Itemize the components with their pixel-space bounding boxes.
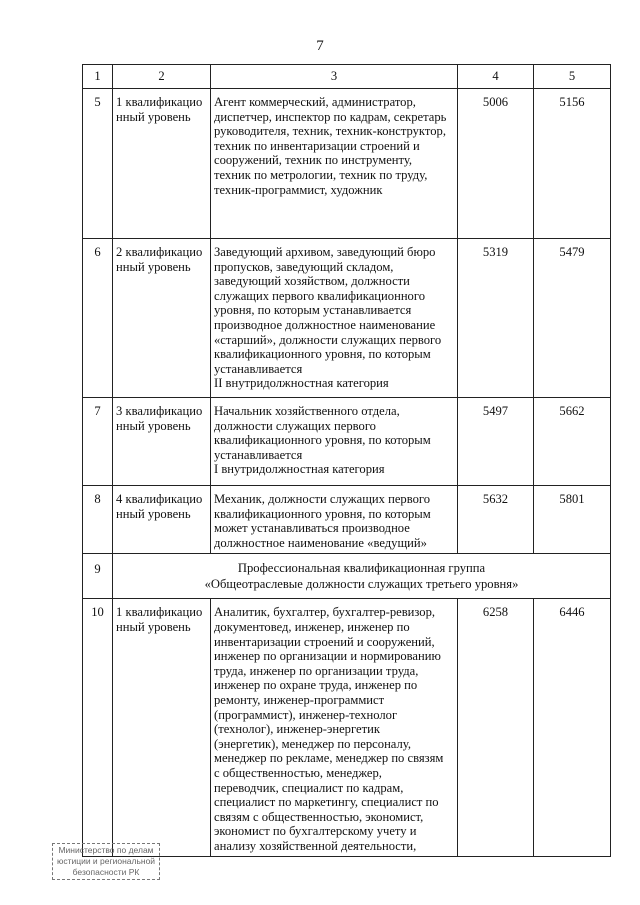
position-line: (энергетик), менеджер по персоналу, (214, 736, 411, 751)
position-line: переводчик, специалист по кадрам, (214, 780, 404, 795)
position-line: должности служащих первого (214, 418, 376, 433)
row-number: 9 (83, 554, 113, 599)
value-col-4: 5497 (458, 398, 534, 486)
position-line: Агент коммерческий, администратор, (214, 95, 416, 109)
group-title-line: Профессиональная квалификационная группа (237, 561, 486, 576)
group-title-line: «Общеотраслевые должности служащих третьего уровня» (204, 577, 519, 592)
position-line: инженер по охране труда, инженер по (214, 678, 418, 693)
header-col-2: 2 (113, 65, 211, 89)
position-line: «старший», должности служащих первого (214, 332, 442, 347)
table-row (83, 486, 611, 554)
header-col-4: 4 (458, 65, 534, 89)
header-col-1: 1 (83, 65, 113, 89)
position-line: с общественностью, менеджер, (214, 765, 382, 780)
position-line: Заведующий архивом, заведующий бюро (214, 245, 436, 259)
table-row (83, 89, 611, 239)
table-row (83, 398, 611, 486)
position-line: (технолог), инженер-энергетик (214, 722, 380, 737)
position-line: инженер по организации и нормированию (214, 649, 441, 664)
position-line: заведующий хозяйством, должности (214, 274, 410, 289)
position-list (211, 89, 458, 239)
value-col-4: 5632 (458, 486, 534, 554)
value-col-5: 5662 (534, 398, 611, 486)
position-line: Аналитик, бухгалтер, бухгалтер-ревизор, (214, 605, 436, 620)
value-col-5: 5479 (534, 239, 611, 398)
value-col-5: 5156 (534, 89, 611, 239)
header-col-5: 5 (534, 65, 611, 89)
position-line: квалификационного уровня, по которым (214, 347, 431, 362)
salary-table (82, 64, 611, 857)
position-list (211, 599, 458, 857)
position-line: связям с общественностью, экономист, (214, 809, 424, 824)
position-line: диспетчер, инспектор по кадрам, секретарь (214, 109, 447, 124)
value-col-4: 5006 (458, 89, 534, 239)
table-row (83, 239, 611, 398)
stamp-line: юстиции и региональной (56, 856, 156, 866)
position-line: техник-программист, художник (214, 182, 383, 197)
position-line: инвентаризации строений и сооружений, (214, 634, 435, 649)
page-number: 7 (316, 38, 324, 54)
position-line: Начальник хозяйственного отдела, (214, 404, 400, 418)
position-list (211, 398, 458, 486)
group-row (83, 554, 611, 599)
value-col-4: 5319 (458, 239, 534, 398)
position-line: пропусков, заведующий складом, (214, 259, 394, 274)
position-line: может устанавливаться производное (214, 521, 410, 536)
header-row (83, 65, 611, 89)
position-line: сооружений, техник по инструменту, (214, 153, 413, 168)
position-line: II внутридолжностная категория (214, 376, 389, 391)
registration-stamp (52, 843, 160, 880)
stamp-line: безопасности РК (72, 867, 140, 877)
stamp-line: Министерство по делам (58, 845, 154, 855)
position-line: производное должностное наименование (214, 317, 436, 332)
header-col-3: 3 (211, 65, 458, 89)
position-line: экономист по бухгалтерскому учету и (214, 824, 417, 839)
position-line: специалист по маркетингу, специалист по (214, 795, 439, 810)
position-line: руководителя, техник, техник-конструктор, (214, 124, 446, 139)
row-number: 7 (83, 398, 113, 486)
qualification-level: 4 квалификационный уровень (113, 486, 211, 554)
position-line: уровня, по которым устанавливается (214, 303, 412, 318)
position-line: менеджер по рекламе, менеджер по связям (214, 751, 444, 766)
qualification-level: 2 квалификационный уровень (113, 239, 211, 398)
position-line: должностное наименование «ведущий» (214, 535, 427, 550)
position-line: документовед, инженер, инженер по (214, 619, 410, 634)
position-line: техник по метрологии, техник по труду, (214, 167, 428, 182)
position-list (211, 486, 458, 554)
position-line: I внутридолжностная категория (214, 462, 385, 477)
position-line: труда, инженер по организации труда, (214, 663, 419, 678)
table-row (83, 599, 611, 857)
qualification-level: 3 квалификационный уровень (113, 398, 211, 486)
row-number: 8 (83, 486, 113, 554)
position-line: устанавливается (214, 361, 303, 376)
position-line: техник по инвентаризации строений и (214, 138, 420, 153)
position-line: квалификационного уровня, по которым (214, 506, 431, 521)
qualification-level: 1 квалификационный уровень (113, 599, 211, 857)
qualification-level: 1 квалификационный уровень (113, 89, 211, 239)
row-number: 6 (83, 239, 113, 398)
value-col-4: 6258 (458, 599, 534, 857)
value-col-5: 5801 (534, 486, 611, 554)
position-list (211, 239, 458, 398)
position-line: ремонту, инженер-программист (214, 692, 385, 707)
value-col-5: 6446 (534, 599, 611, 857)
group-title (113, 554, 611, 599)
position-line: (программист), инженер-технолог (214, 707, 398, 722)
position-line: устанавливается (214, 447, 303, 462)
row-number: 5 (83, 89, 113, 239)
position-line: служащих первого квалификационного (214, 288, 426, 303)
row-number: 10 (83, 599, 113, 857)
position-line: анализу хозяйственной деятельности, (214, 838, 417, 853)
position-line: Механик, должности служащих первого (214, 492, 431, 506)
position-line: квалификационного уровня, по которым (214, 433, 431, 448)
